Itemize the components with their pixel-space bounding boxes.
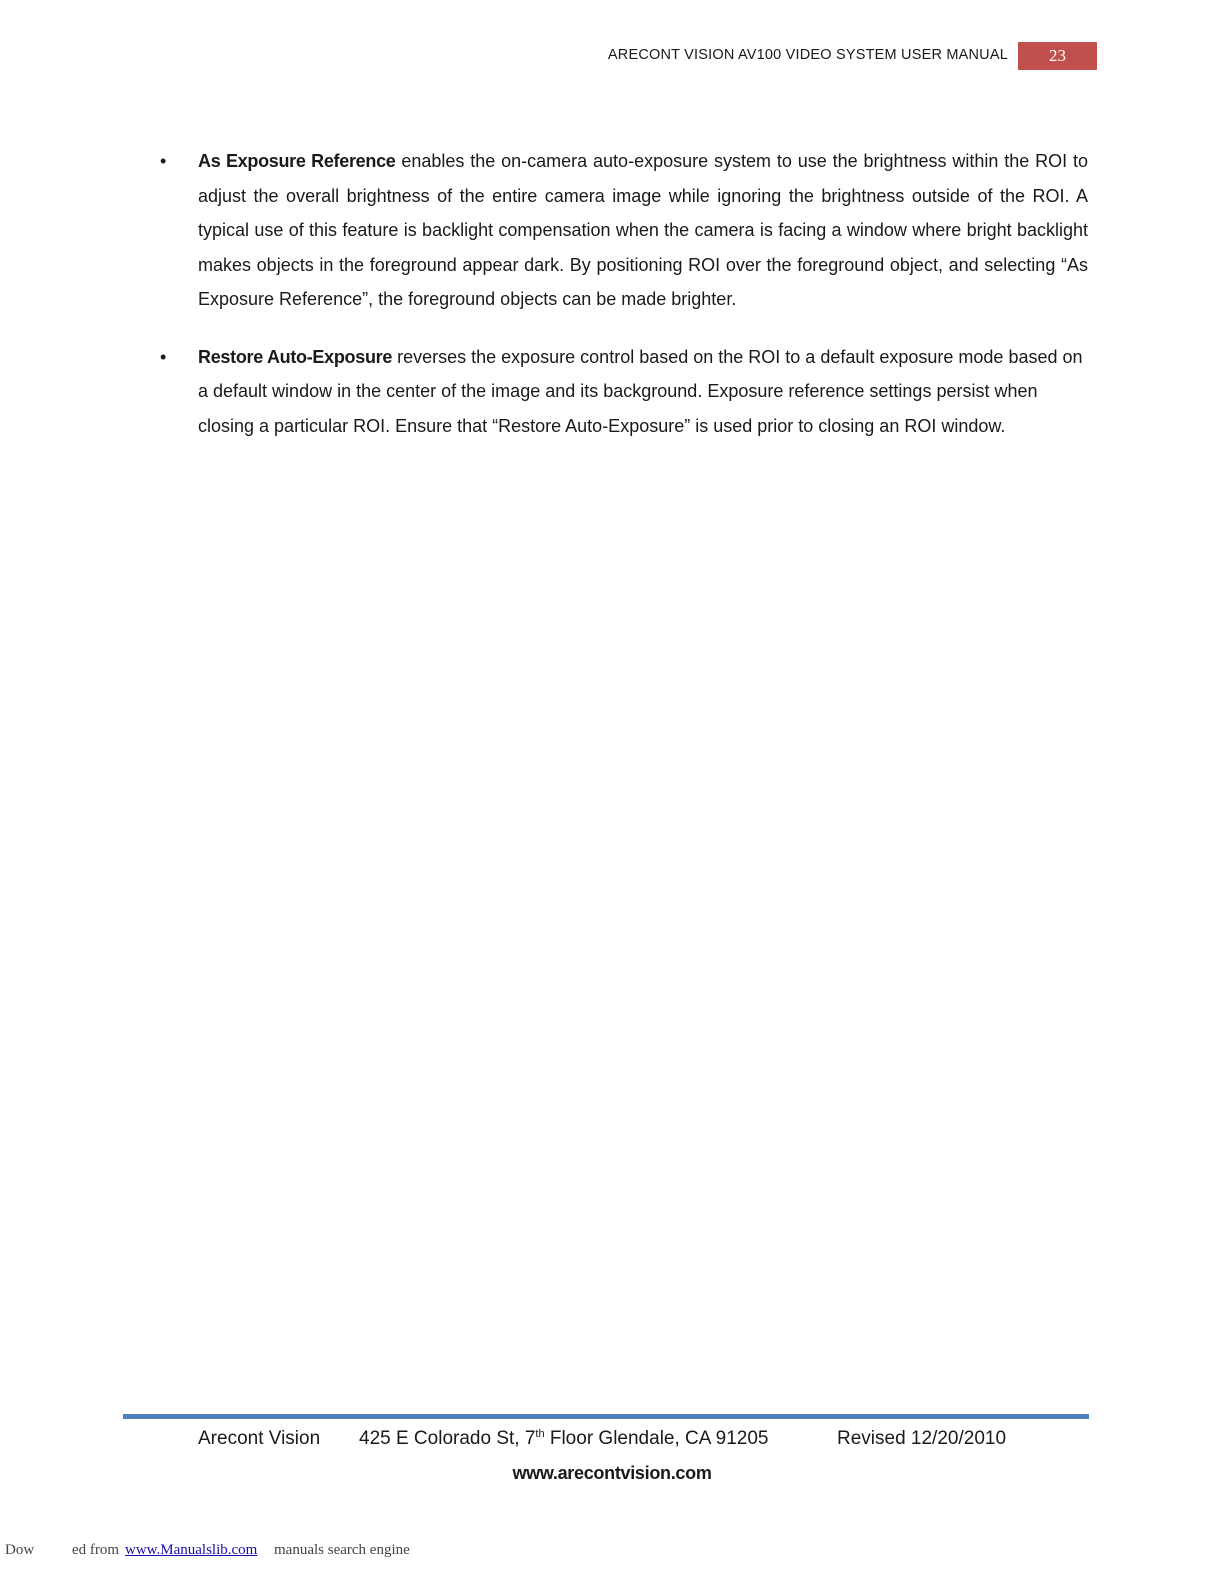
bullet-item-restore-auto-exposure bbox=[158, 340, 1088, 444]
watermark-text-end: manuals search engine bbox=[274, 1542, 410, 1558]
bullet-dot-icon: • bbox=[160, 346, 167, 367]
footer-revised-date: Revised 12/20/2010 bbox=[837, 1428, 1007, 1449]
bullet-paragraph bbox=[198, 340, 1088, 444]
page-number-badge: 23 bbox=[1018, 42, 1097, 70]
footer-address-main: 425 E Colorado St, 7 bbox=[359, 1428, 536, 1449]
bullet-term: As Exposure Reference bbox=[198, 151, 396, 171]
footer-company: Arecont Vision bbox=[198, 1428, 321, 1449]
bullet-item-as-exposure-reference bbox=[158, 144, 1088, 317]
footer-website: www.arecontvision.com bbox=[512, 1463, 712, 1483]
bullet-description: enables the on-camera auto-exposure system to use the brightness within the ROI to adjust the overall brightness of the entire camera image while ignoring the brightness outside of the ROI. A typical use of this feature is backlight compensation when the camera is facing a window where bright backlight makes objects in the foreground appear dark. By positioning ROI over the foreground object, and selecting “As Exposure Reference”, the foreground objects can be made brighter. bbox=[198, 151, 1088, 309]
footer-address bbox=[359, 1428, 769, 1450]
download-watermark bbox=[0, 1542, 700, 1562]
bullet-term: Restore Auto-Exposure bbox=[198, 346, 393, 367]
watermark-text-start: Dow bbox=[5, 1542, 35, 1558]
manualslib-link[interactable]: www.Manualslib.com bbox=[125, 1542, 258, 1558]
bullet-paragraph bbox=[198, 144, 1088, 317]
page-body bbox=[158, 144, 1088, 466]
bullet-dot-icon: • bbox=[160, 151, 167, 171]
watermark-text-middle: ed from bbox=[72, 1542, 120, 1558]
footer-address-superscript: th bbox=[535, 1428, 545, 1440]
bullet-description: reverses the exposure control based on the ROI to a default exposure mode based on a default window in the center of the image and its background. Exposure reference settings persist when closing a particular ROI. Ensure that “Restore Auto-Exposure” is used prior to closing an ROI window. bbox=[198, 346, 1083, 436]
footer-address-rest: Floor Glendale, CA 91205 bbox=[544, 1428, 769, 1449]
footer-divider bbox=[123, 1414, 1089, 1419]
running-header-title: ARECONT VISION AV100 VIDEO SYSTEM USER MANUAL bbox=[607, 47, 1008, 63]
